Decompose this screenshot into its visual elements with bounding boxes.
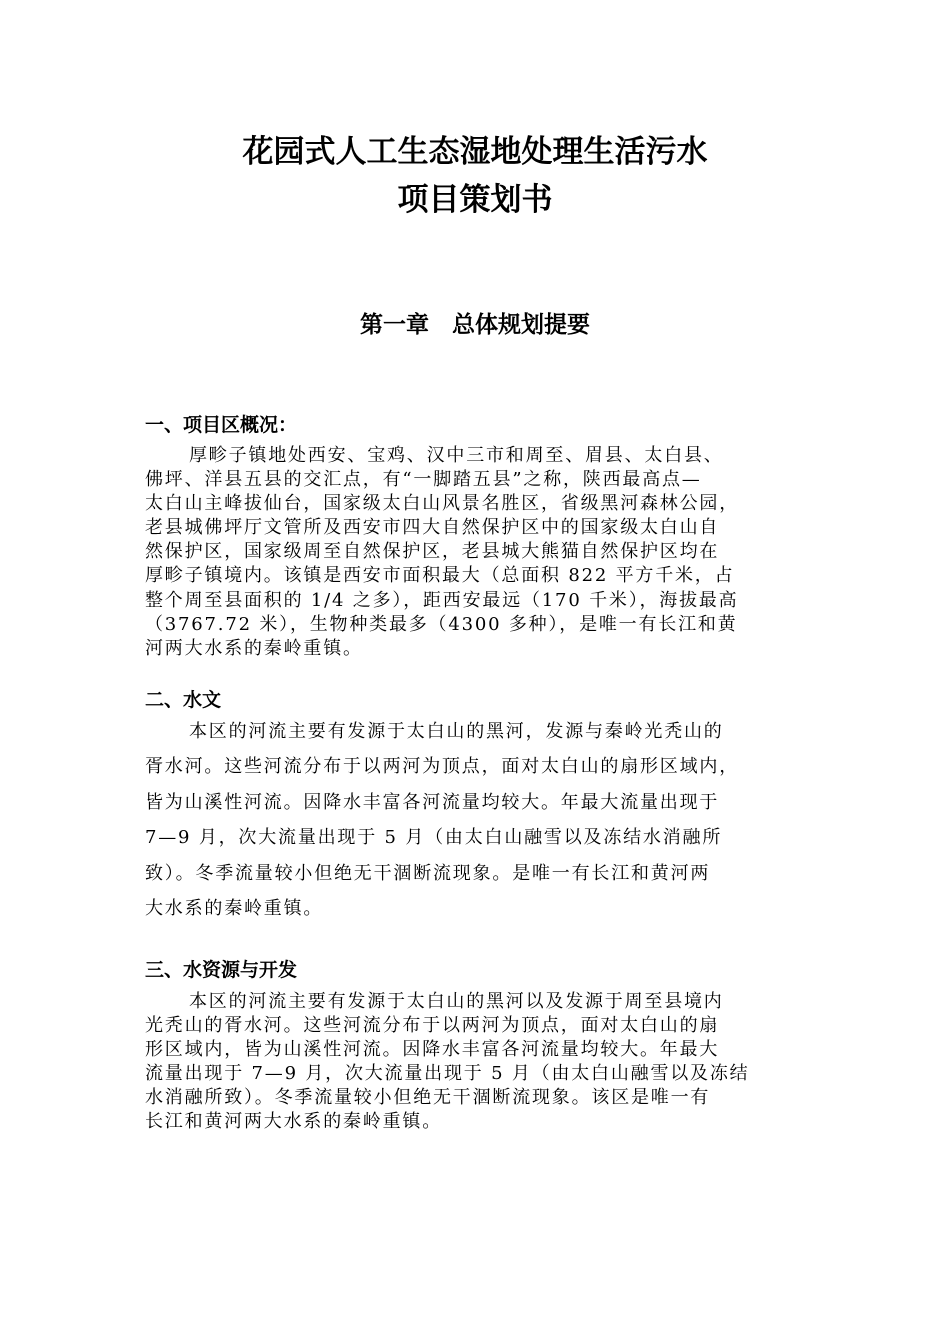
paragraph-hydrology [145,714,821,926]
paragraph-water-resources [145,990,821,1135]
paragraph-line: 佛坪、洋县五县的交汇点，有“一脚踏五县”之称，陕西最高点— [145,469,702,491]
section-heading-hydrology: 二、水文 [145,689,222,711]
paragraph-line: 老县城佛坪厅文管所及西安市四大自然保护区中的国家级太白山自 [145,517,720,539]
section-heading-overview: 一、项目区概况： [145,414,298,436]
paragraph-line: 厚畛子镇境内。该镇是西安市面积最大（总面积 822 平方千米，占 [145,565,735,587]
paragraph-line: 胥水河。这些河流分布于以两河为顶点，面对太白山的扇形区域内， [145,756,739,778]
paragraph-line: 光秃山的胥水河。这些河流分布于以两河为顶点，面对太白山的扇 [145,1015,720,1037]
paragraph-line: 本区的河流主要有发源于太白山的黑河，发源与秦岭光秃山的 [189,721,724,742]
paragraph-line: 皆为山溪性河流。因降水丰富各河流量均较大。年最大流量出现于 [145,791,720,813]
paragraph-line: 大水系的秦岭重镇。 [145,898,324,920]
paragraph-line: 厚畛子镇地处西安、宝鸡、汉中三市和周至、眉县、太白县、 [189,445,724,466]
paragraph-line: 形区域内，皆为山溪性河流。因降水丰富各河流量均较大。年最大 [145,1039,720,1061]
paragraph-line: 太白山主峰拔仙台，国家级太白山风景名胜区，省级黑河森林公园， [145,493,739,515]
paragraph-line: 水消融所致）。冬季流量较小但绝无干涸断流现象。该区是唯一有 [145,1087,711,1109]
document-title-line-2: 项目策划书 [397,182,553,218]
paragraph-overview [145,444,821,661]
paragraph-line: 本区的河流主要有发源于太白山的黑河以及发源于周至县境内 [189,991,724,1012]
paragraph-line: 河两大水系的秦岭重镇。 [145,637,363,659]
paragraph-line: 流量出现于 7—9 月，次大流量出现于 5 月（由太白山融雪以及冻结 [145,1063,750,1085]
paragraph-line: 然保护区，国家级周至自然保护区，老县城大熊猫自然保护区均在 [145,541,720,563]
section-heading-water-resources: 三、水资源与开发 [145,959,298,981]
paragraph-line: 致）。冬季流量较小但绝无干涸断流现象。是唯一有长江和黄河两 [145,862,711,884]
chapter-heading: 第一章 总体规划提要 [360,312,590,338]
paragraph-line: （3767.72 米），生物种类最多（4300 多种），是唯一有长江和黄 [145,613,738,635]
paragraph-line: 长江和黄河两大水系的秦岭重镇。 [145,1111,442,1133]
document-title-line-1: 花园式人工生态湿地处理生活污水 [242,134,708,170]
paragraph-line: 整个周至县面积的 1/4 之多），距西安最远（170 千米），海拔最高 [145,589,739,611]
paragraph-line: 7—9 月，次大流量出现于 5 月（由太白山融雪以及冻结水消融所 [145,827,723,849]
